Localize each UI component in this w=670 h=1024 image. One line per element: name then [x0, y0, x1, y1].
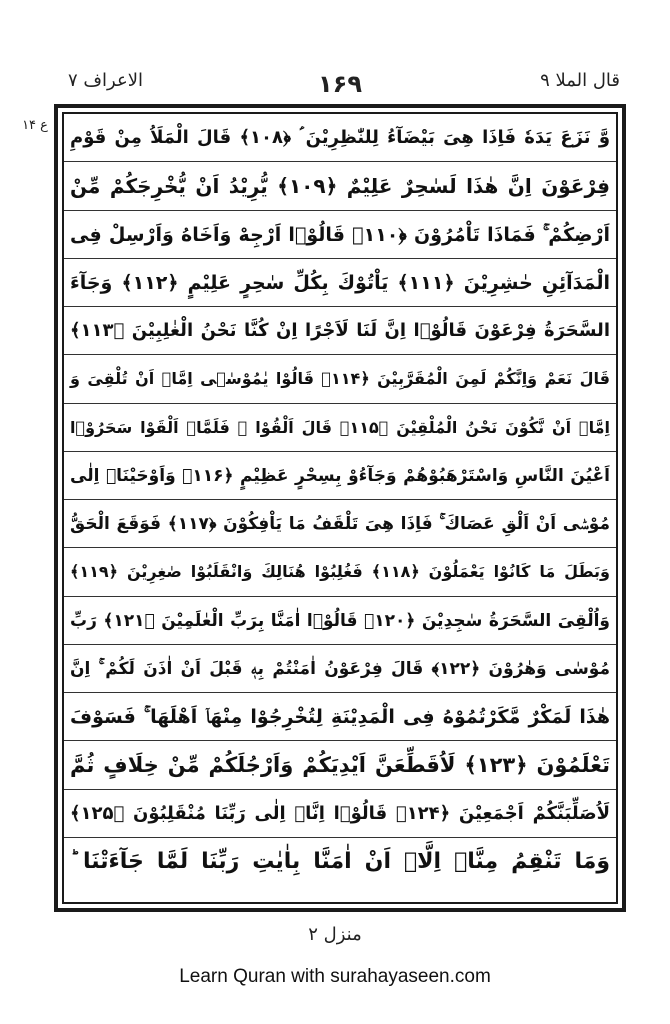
verse-line: الْمَدَآئِنِ حٰشِرِيْنَ ﴿۱۱۱﴾ يَاْتُوْكَ بِكُلِّ سٰحِرٍ عَلِيْمٍ ﴿۱۱۲﴾ وَجَآءَ	[64, 259, 616, 307]
verse-line: تَعْلَمُوْنَ ﴿۱۲۳﴾ لَاُقَطِّعَنَّ اَيْدِيَكُمْ وَاَرْجُلَكُمْ مِّنْ خِلَافٍ ثُمَّ	[64, 741, 616, 789]
surah-name: الاعراف ۷	[68, 70, 143, 91]
verse-line: اَرْضِكُمْ ۚ فَمَاذَا تَاْمُرُوْنَ ﴿۱۱۰﴾ قَالُوْۤا اَرْجِهْ وَاَخَاهُ وَاَرْسِلْ فِى	[64, 211, 616, 259]
ruku-marker: ع ۱۴	[22, 118, 48, 133]
manzil-label: منزل ۲	[308, 924, 362, 945]
verse-line: لَاُصَلِّبَنَّكُمْ اَجْمَعِيْنَ ﴿۱۲۴﴾ قَالُوْۤا اِنَّاۤ اِلٰى رَبِّنَا مُنْقَلِبُوْنَ ﴿۱۲۵﴾	[64, 790, 616, 838]
verse-line: السَّحَرَةُ فِرْعَوْنَ قَالُوْۤا اِنَّ لَنَا لَاَجْرًا اِنْ كُنَّا نَحْنُ الْغٰلِبِيْنَ ﴿۱۱۳﴾	[64, 307, 616, 355]
page-header	[60, 70, 620, 100]
verse-lines	[64, 114, 616, 902]
site-credit: Learn Quran with surahayaseen.com	[179, 966, 491, 987]
page-number: ۱۶۹	[318, 70, 362, 98]
verse-line: مُوْسٰى وَهٰرُوْنَ ﴿۱۲۲﴾ قَالَ فِرْعَوْنُ اٰمَنْتُمْ بِهٖ قَبْلَ اَنْ اٰذَنَ لَكُمْ ۚ اِنَّ	[64, 645, 616, 693]
verse-line: اَعْيُنَ النَّاسِ وَاسْتَرْهَبُوْهُمْ وَجَآءُوْ بِسِحْرٍ عَظِيْمٍ ﴿۱۱۶﴾ وَاَوْحَيْنَاۤ اِلٰى	[64, 452, 616, 500]
verse-line: وَّ نَزَعَ يَدَهٗ فَاِذَا هِىَ بَيْضَآءُ لِلنّٰظِرِيْنَ ؑ ﴿۱۰۸﴾ قَالَ الْمَلَاُ مِنْ قَوْمِ	[64, 114, 616, 162]
verse-line: وَمَا تَنْقِمُ مِنَّاۤ اِلَّاۤ اَنْ اٰمَنَّا بِاٰيٰتِ رَبِّنَا لَمَّا جَآءَتْنَا ؕ	[70, 848, 610, 874]
verse-line: فِرْعَوْنَ اِنَّ هٰذَا لَسٰحِرٌ عَلِيْمٌ ﴿۱۰۹﴾ يُّرِيْدُ اَنْ يُّخْرِجَكُمْ مِّنْ	[64, 162, 616, 210]
verse-line: مُوْسٰۤى اَنْ اَلْقِ عَصَاكَ ۚ فَاِذَا هِىَ تَلْقَفُ مَا يَاْفِكُوْنَ ﴿۱۱۷﴾ فَوَقَعَ الْحَقُّ	[64, 500, 616, 548]
verse-line: وَاُلْقِىَ السَّحَرَةُ سٰجِدِيْنَ ﴿۱۲۰﴾ قَالُوْۤا اٰمَنَّا بِرَبِّ الْعٰلَمِيْنَ ﴿۱۲۱﴾ رَبِّ	[64, 597, 616, 645]
verse-line: وَبَطَلَ مَا كَانُوْا يَعْمَلُوْنَ ﴿۱۱۸﴾ فَغُلِبُوْا هُنَالِكَ وَانْقَلَبُوْا صٰغِرِيْنَ ﴿۱۱۹﴾	[64, 548, 616, 596]
verse-line: اِمَّاۤ اَنْ نَّكُوْنَ نَحْنُ الْمُلْقِيْنَ ﴿۱۱۵﴾ قَالَ اَلْقُوْا ۚ فَلَمَّاۤ اَلْقَوْا سَحَرُوْۤا	[64, 404, 616, 452]
verse-line: قَالَ نَعَمْ وَاِنَّكُمْ لَمِنَ الْمُقَرَّبِيْنَ ﴿۱۱۴﴾ قَالُوْا يٰمُوْسٰۤى اِمَّاۤ اَنْ تُلْقِىَ وَ	[64, 355, 616, 403]
verse-line: هٰذَا لَمَكْرٌ مَّكَرْتُمُوْهُ فِى الْمَدِيْنَةِ لِتُخْرِجُوْا مِنْهَاۤ اَهْلَهَا ۚ فَسَوْفَ	[64, 693, 616, 741]
juz-name: قال الملا ۹	[540, 70, 620, 91]
